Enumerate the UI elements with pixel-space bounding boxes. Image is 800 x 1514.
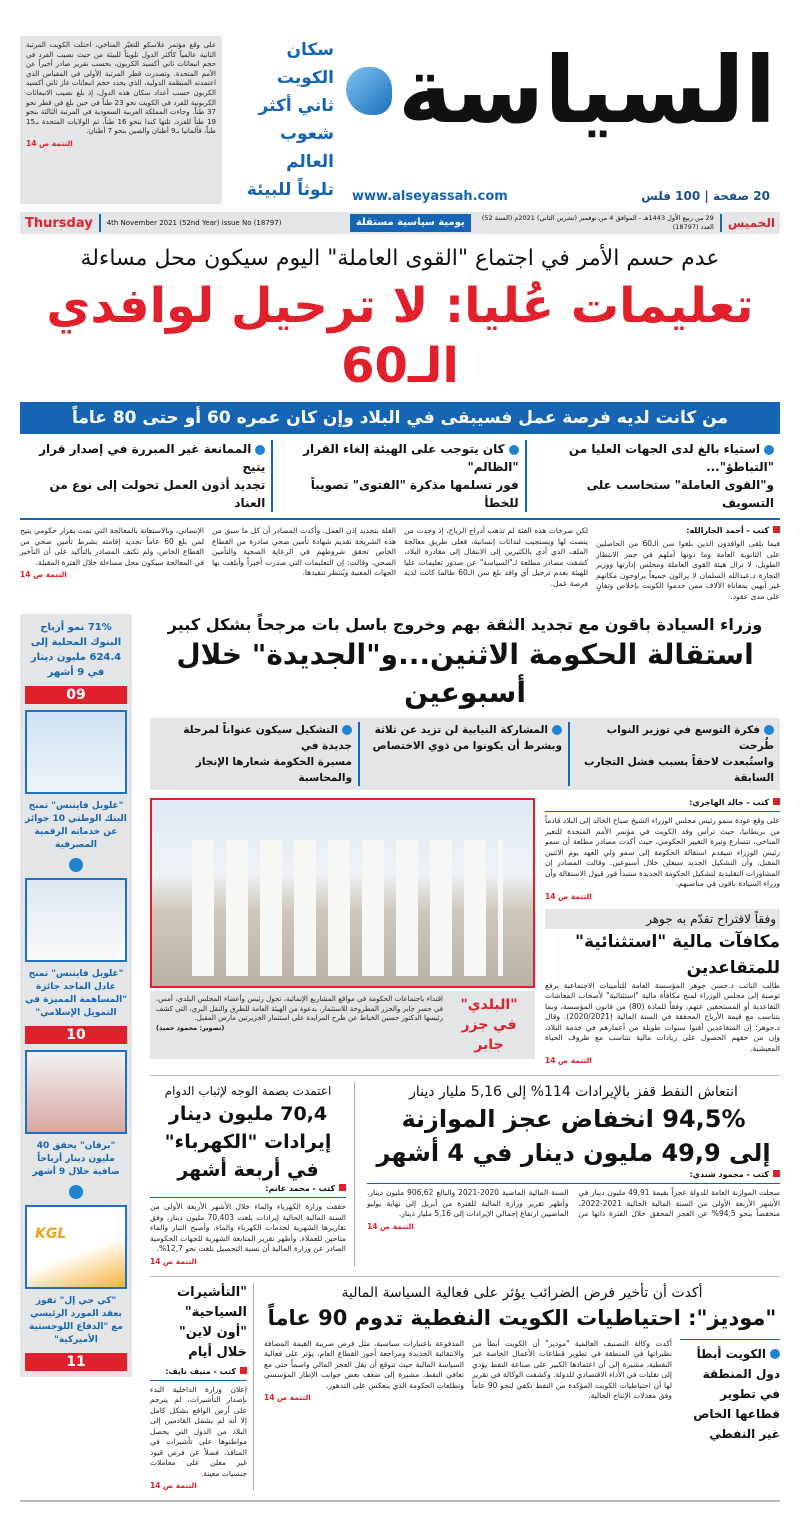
gov-continued[interactable]: التتمة ص 14	[545, 891, 592, 901]
power-byline: كتب - محمد غانم:	[150, 1184, 346, 1193]
nbk-award-photo	[25, 710, 127, 794]
day-arabic: الخميس	[727, 216, 775, 230]
page-ref-09[interactable]: 09	[25, 686, 127, 704]
municipal-photo[interactable]	[150, 798, 535, 988]
budget-text: سجلت الموازنة العامة للدولة عجزاً بقيمة 49,91 مليون دينار في الأشهر الأربعة الأولى من السنة المالية الحالية 2021-2022، منخفضاً بنحو 94,5% عن العجز المحقق خلال الفترة ذاتها من السنة المالية الماضية 2020-2021 والبالغ 906,62 مليون دينار. وأظهر تقرير وزارة المالية للفترة من أبريل إلى نهاية يوليو الماضيين ارتفاع إجمالي الإيرادات إلى 5,16 مليار دينار.	[367, 1183, 780, 1220]
teaser-box	[20, 36, 222, 204]
globe-bullet-icon	[770, 1349, 780, 1359]
budget-headline-2[interactable]: إلى 49,9 مليون دينار في 4 أشهر	[376, 1139, 771, 1167]
gov-sub-3[interactable]: التشكيل سيكون عنواناً لمرحلة جديدة في مسيرة الحكومة شعارها الإنجاز والمحاسبة	[150, 722, 360, 786]
pension-headline[interactable]: مكافآت مالية "استثنائية" للمتقاعدين	[575, 931, 780, 978]
lead-col-2: لكن صرخات هذه الفئة لم تذهب أدراج الرياح، إذ وجدت من ينصت لها ويستجيب لندائات إنسانية، فعلى طريق معالجة الملف الذي أدى بالكثيرين إلى الانتقال إلى مغادرة البلاد، كشفت مصادر مطلعة لـ"السياسة" عن صدور تعليمات عليا للهيئة بعدم ترحيل أي وافد بلغ سن الـ60 طالما كانت لديه فرصة عمل.	[404, 526, 588, 588]
globe-bullet-icon	[509, 445, 519, 455]
date-bar	[20, 212, 780, 234]
lead-sub-2[interactable]: كان يتوجب على الهيئة إلغاء القرار "الظالم" فور تسلمها مذكرة "الفتوى" تصويباً للخطأ	[273, 440, 526, 512]
power-story	[150, 1082, 355, 1266]
page-ref-10[interactable]: 10	[25, 1026, 127, 1044]
lead-kicker: عدم حسم الأمر في اجتماع "القوى العاملة" اليوم سيكون محل مساءلة	[80, 246, 720, 271]
globe-bullet-icon	[764, 445, 774, 455]
page-ref-11[interactable]: 11	[25, 1353, 127, 1371]
visas-headline[interactable]: "التأشيرات السياحية" "أون لاين" خلال أيام	[177, 1284, 247, 1360]
gov-text: على وقع عودة سمو رئيس مجلس الوزراء الشيخ صباح الخالد إلى البلاد قادماً من بريطانيا، حيث ترأس وفد الكويت في مؤتمر الأمم المتحدة للتغير المناخي، تتسارع وتيرة التغيير الحكومي، حيث أكدت مصادر مطلعة أن سمو رئيس الوزراء سيقدم استقالة الحكومة إلى سمو ولي العهد يوم الاثنين المقبل، وأن التشكيل الجديد سيعلن خلال أسبوعين. وقالت المصادر إن المشاورات التقليدية لتشكيل الحكومة الجديدة ستبدأ فور قبول الاستقالة وأن وزراء السيادة باقون في مناصبهم.	[545, 811, 780, 890]
gov-headline[interactable]: استقالة الحكومة الاثنين...و"الجديدة" خلال أسبوعين	[176, 638, 754, 709]
budget-headline-1[interactable]: 94,5% انخفاض عجز الموازنة	[401, 1105, 746, 1133]
globe-bullet-icon	[255, 445, 265, 455]
pension-continued[interactable]: التتمة ص 14	[545, 1056, 592, 1065]
visas-continued[interactable]: التتمة ص 14	[150, 1481, 197, 1490]
globe-icon	[69, 858, 83, 872]
photo-block	[150, 798, 535, 1065]
lead-continued[interactable]: التتمة ص 14	[20, 570, 67, 579]
gov-kicker: وزراء السيادة باقون مع تجديد الثقة بهم وخروج باسل بات مرجحاً بشكل كبير	[167, 615, 763, 634]
lead-col-4: الإنساني، وبالاستعانة بالمعالجة التي تمت بقرار حكومي يتيح لمن بلغ 60 عاماً تجديد إقامته بشرط تأمين صحي من القطاع الخاص، ولم تكتف المصادر بالتأكيد على أن التأخير في المعالجة سيكون محل مساءلة خلال الفترة المقبلة.	[20, 526, 204, 567]
sidebar-item-burgan[interactable]: "برقان" يحقق 40 مليون دينار أرباحاً صافية خلال 9 أشهر	[32, 1141, 120, 1177]
tagline: يومية سياسية مستقلة	[350, 214, 471, 232]
globe-bullet-icon	[342, 725, 352, 735]
photo-caption-box	[150, 991, 535, 1059]
lead-body	[20, 526, 780, 602]
date-english: 4th November 2021 (52nd Year) issue No (18797)	[106, 218, 282, 227]
price-pages: 20 صفحة | 100 فلس	[641, 189, 770, 203]
sidebar-item-banks[interactable]: 71% نمو أرباح البنوك المحلية إلى 624.4 مليون دينار في 9 أشهر	[30, 622, 122, 678]
lead-subheads	[20, 440, 780, 520]
sidebar-item-kgl[interactable]: "كي جي إل" تفوز بعقد المورد الرئيسي مع "الدفاع اللوجستية الأميركية"	[29, 1296, 123, 1345]
moodys-text-2: المدفوعة باعتبارات سياسية، مثل فرض ضريبة القيمة المضافة والانتقائية الجديدة ومراجعة أجور القطاع العام، يؤثر على فعالية السياسة المالية حيث تتوقع أن يقل العجز المالي واسماً حتى مع تعافي النفط، مشيرة إلى ضعف بعض جوانب الإطار المؤسسي وتطلعات الحكومة الذي ينعكس على التدهور.	[264, 1338, 464, 1390]
logo-block	[342, 36, 780, 204]
gov-sub-1[interactable]: فكرة التوسع في توزير النواب طُرحت واستُبعدت لاحقاً بسبب فشل التجارب السابقة	[584, 724, 774, 784]
power-text: حققت وزارة الكهرباء والماء خلال الأشهر الأربعة الأولى من السنة المالية الحالية إيرادات بلغت 70,403 مليون دينار، وفق تقاريرها الشهرية لخدمات الكهرباء والماء، وأصبح التيار والماء متاحين للعملاء. وأظهر تقرير المتابعة الشهرية للجهات الحكومية الصادر عن وزارة المالية أن نسبة التحصيل بلغت نحو 12,7%.	[150, 1197, 346, 1255]
moodys-box[interactable]: الكويت أبطأ دول المنطقة في تطوير قطاعها الخاص غير النفطي	[680, 1339, 780, 1444]
burgan-photo	[25, 1050, 127, 1134]
pension-kicker: وفقاً لاقتراح تقدّم به جوهر	[545, 909, 780, 929]
power-kicker: اعتمدت بصمة الوجه لإثباب الدوام	[164, 1084, 332, 1098]
gov-sub-2[interactable]: المشاركة النيابية لن تزيد عن ثلاثة وبشرط أن يكونوا من ذوي الاختصاص	[360, 722, 570, 786]
logo-bird-icon	[346, 67, 392, 115]
website-url[interactable]: www.alseyassah.com	[352, 189, 508, 204]
masthead	[20, 36, 780, 204]
lead-col-3: القلة بتجديد إذن العمل. وأكدت المصادر أن كل ما سبق من هذه الشريحة تقديم شهادة تأمين صحي صادرة من القطاع الخاص تحقق شروطهم في الرعاية الصحية والتأمين الصحي، وقالت: إن التعليمات التي صدرت أخيراً وأبلغت بها الجهات المعنية ويُنتظر تنفيذها.	[212, 526, 396, 577]
day-english: Thursday	[25, 215, 93, 231]
power-continued[interactable]: التتمة ص 14	[150, 1256, 197, 1266]
gov-byline: كتب - خالد الهاجري:	[545, 798, 780, 807]
teaser-continued[interactable]: التتمة ص 14	[26, 138, 73, 148]
budget-kicker: انتعاش النفط قفز بالإيرادات 114% إلى 5,16 مليار دينار	[409, 1084, 738, 1100]
globe-bullet-icon	[764, 725, 774, 735]
lead-sub-1[interactable]: استياء بالغ لدى الجهات العليا من "التباطؤ"... و"القوى العاملة" ستحاسب على التسويف	[568, 442, 774, 510]
budget-continued[interactable]: التتمة ص 14	[367, 1221, 414, 1231]
lead-col-1: فيما يلقى الوافدون الذين بلغوا سن الـ60 من الحاصلين على الثانوية العامة وما دونها أملهم في جمر الانتظار الطويل، لا تزال هيئة القوى العاملة ومجلس إدارتها ووزير التجارة د.عبدالله السلمان لا يزالون جميعاً يراوحون مكانهم غير آبهين بمعاناة الآلاف ممن خدموا الكويت بإخلاص وتفانٍ على مدى عقود.	[596, 539, 780, 601]
main-column	[150, 614, 780, 1490]
sidebar-item-nbk[interactable]: "غلوبل فايننس" تمنح البنك الوطني 10 جوائز عن خدماته الرقمية المصرفية	[25, 801, 127, 850]
teaser-text: على وقع مؤتمر غلاسكو للتغيّر المناخي، احتلت الكويت المرتبة الثانية عالمياً كأكثر الدول تلويثاً للبيئة من حيث نصيب الفرد في حجم انبعاثات ثاني أكسيد الكربون، بحسب تقرير صادر أخيراً عن الأمم المتحدة. وتصدرت قطر المرتبة الأولى في المقياس الذي اعتمدته المنظمة الدولية، الذي يحدد حجم انبعاثات غاز ثاني أكسيد الكربون حسب أعداد سكان هذه الدول، إذ بلغ نصيب الانبعاثات الكربونية للفرد في الكويت نحو 23 طناً في حين بلغ في قطر نحو 37 طناً. وجاءت المملكة العربية السعودية في المرتبة الثالثة بنحو 19 طناً للفرد، تلتها كندا بنحو 16 طناً، ثم الولايات المتحدة بـ15 طناً، فألمانيا بـ9 أطنان والصين بنحو 7 أطنان.	[26, 41, 217, 136]
pension-text: طالب النائب د.حسن جوهر المؤسسة العامة للتأمينات الاجتماعية برفع توصية إلى مجلس الوزراء لمنح مكافأة مالية "استثنائية" لأصحاب المعاشات التقاعدية أو المستحقين عنهم، وفقاً للمادة (80) من قانون المؤسسة، وبما يتناسب مع قيمة الأرباح المحققة في السنة المالية (2020/2021). وقال د.جوهر: إن المتقاعدين أفنوا سنوات طويلة من أعمارهم في خدمة البلاد، وإن من حقهم الحصول على زيادات مالية تتناسب مع ظروف الحياة المعيشية.	[545, 980, 780, 1053]
date-arabic: 29 من ربيع الأول 1443هـ - الموافق 4 من نوفمبر (تشرين الثاني) 2021م (السنة 52) العدد (18797)	[481, 214, 714, 231]
photo-credit: (تصوير: محمود حميد)	[156, 1023, 225, 1032]
economy-sidebar	[20, 614, 132, 1377]
gov-subheads	[150, 718, 780, 790]
moodys-continued[interactable]: التتمة ص 14	[264, 1393, 311, 1402]
budget-byline: كتب - محمود شندي:	[367, 1170, 780, 1179]
lead-headline[interactable]: تعليمات عُليا: لا ترحيل لوافدي الـ60	[46, 278, 754, 394]
teaser-headline[interactable]: سكان الكويت ثاني أكثر شعوب العالم تلوثاً للبيئة	[246, 40, 334, 200]
visas-byline: كتب - منيف نايف:	[150, 1367, 247, 1376]
lead-sub-3[interactable]: الممانعة غير المبررة في إصدار قرار يتيح تجديد أذون العمل تحولت إلى نوع من العناد	[20, 440, 273, 512]
visas-story	[150, 1283, 254, 1491]
globe-bullet-icon	[552, 725, 562, 735]
moodys-text: أكدت وكالة التصنيف العالمية "موديز" أن الكويت أبطأ من نظيراتها في المنطقة في تطوير قطاعات الأعمال الخاصة غير النفطية، مشيرة إلى أن اعتمادها الكبير على صناعة النفط يؤدي إلى تقلبات في الأداء الاقتصادي للدولة. وكشفت الوكالة في تقرير لها أن احتياطيات الكويت المؤكدة من النفط تكفي لنحو 90 عاماً وفق معدلات الإنتاج الحالية.	[472, 1338, 672, 1400]
photo-caption: اقتداء باجتماعات الحكومة في مواقع المشاريع الإنمائية، تجول رئيس وأعضاء المجلس البلدي، أمس، في جسر جابر والجزر المطروحة للاستثمار، بدعوة من الهيئة العامة للطرق والنقل البري، التي كشف رئيسها الدكتور حسين الخياط عن طرح المزايدة على استثمار الجزيرتين مارس المقبل.	[156, 995, 443, 1022]
gov-story	[545, 798, 780, 1065]
masthead-logo: السياسة	[397, 37, 777, 144]
moodys-kicker: أكدت أن تأخير فرض الضرائب يؤثر على فعالية السياسة المالية	[341, 1284, 703, 1301]
lead-byline: كتب - أحمد الجارالله:	[596, 526, 780, 535]
moodys-story	[264, 1283, 780, 1491]
majed-award-photo	[25, 878, 127, 962]
budget-story	[367, 1082, 780, 1266]
kgl-logo-image: KGL	[25, 1205, 127, 1289]
globe-icon	[69, 1185, 83, 1199]
photo-tag: "البلدي" في جزر جابر	[460, 997, 518, 1053]
moodys-headline[interactable]: "موديز": احتياطيات الكويت النفطية تدوم 90 عاماً	[267, 1305, 777, 1330]
lead-banner: من كانت لديه فرصة عمل فسيبقى في البلاد وإن كان عمره 60 أو حتى 80 عاماً	[20, 402, 780, 434]
visas-text: إعلان وزارة الداخلية البدء بإصدار التأشيرات، لم يترجم على أرض الواقع بشكل كامل إلا أنه لم يشمل القادمين إلى البلاد من الدول التي يحصل مواطنوها على تأشيرات في المنافذ، فضلاً عن فرض قيود غير معلن على معاملات جنسيات معينة.	[150, 1380, 247, 1480]
power-headline[interactable]: 70,4 مليون دينار إيرادات "الكهرباء" في أربعة أشهر	[164, 1103, 332, 1181]
sidebar-item-majed[interactable]: "غلوبل فايننس" تمنح عادل الماجد جائزة "المساهمة المميزة في التمويل الإسلامي"	[25, 969, 127, 1018]
